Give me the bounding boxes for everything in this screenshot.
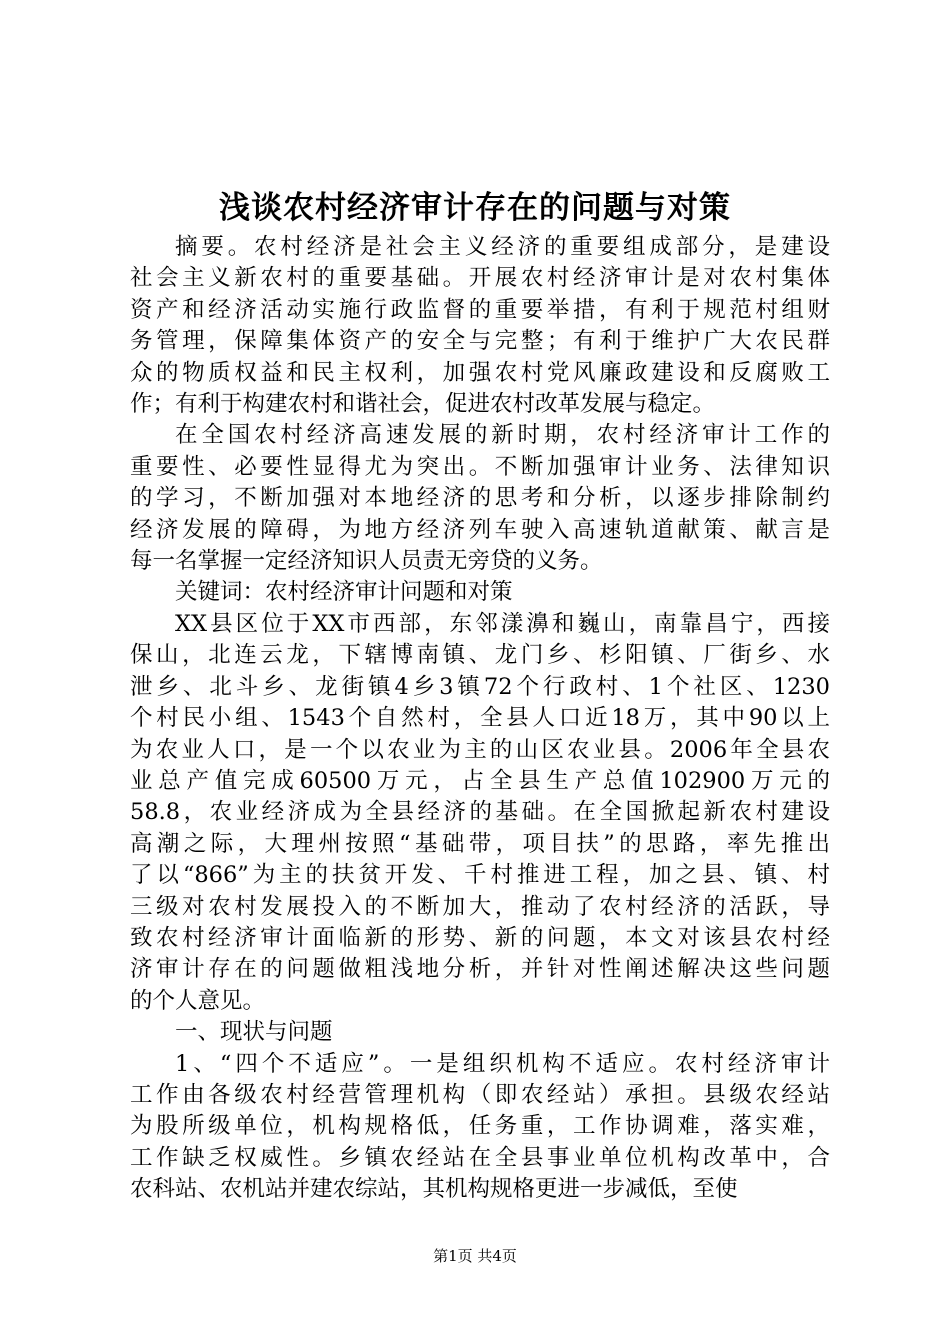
paragraph-line: 为农业人口，是一个以农业为主的山区农业县。2006年全县农: [130, 736, 830, 763]
paragraph-line: 了以“866”为主的扶贫开发、千村推进工程，加之县、镇、村: [130, 862, 830, 889]
paragraph-line: 摘要。农村经济是社会主义经济的重要组成部分，是建设: [175, 234, 830, 260]
paragraph-line: 作；有利于构建农村和谐社会，促进农村改革发展与稳定。: [130, 391, 716, 418]
body-paragraph: [130, 577, 830, 608]
page-footer: 第1页 共4页: [433, 1247, 517, 1265]
paragraph-line: 业总产值完成60500万元，占全县生产总值102900万元的: [130, 767, 830, 794]
document-body: [130, 232, 830, 1206]
paragraph-line: 农科站、农机站并建农综站，其机构规格更进一步减低，至使: [130, 1176, 738, 1203]
paragraph-line: 资产和经济活动实施行政监督的重要举措，有利于规范村组财: [130, 296, 830, 323]
paragraph-line: 重要性、必要性显得尤为突出。不断加强审计业务、法律知识: [130, 453, 830, 480]
body-paragraph: [130, 232, 830, 420]
paragraph-line: 经济发展的障碍，为地方经济列车驶入高速轨道献策、献言是: [130, 516, 830, 543]
paragraph-line: 关键词：农村经济审计问题和对策: [175, 579, 513, 606]
paragraph-line: 1、“四个不适应”。一是组织机构不适应。农村经济审计: [175, 1050, 830, 1077]
paragraph-line: 保山，北连云龙，下辖博南镇、龙门乡、杉阳镇、厂街乡、水: [130, 642, 830, 669]
paragraph-line: 致农村经济审计面临新的形势、新的问题，本文对该县农村经: [130, 924, 830, 951]
paragraph-line: 三级对农村发展投入的不断加大，推动了农村经济的活跃，导: [130, 893, 830, 920]
paragraph-line: 泄乡、北斗乡、龙街镇4乡3镇72个行政村、1个社区、1230: [130, 673, 830, 700]
paragraph-line: 个村民小组、1543个自然村，全县人口近18万，其中90以上: [130, 705, 830, 732]
paragraph-line: 在全国农村经济高速发展的新时期，农村经济审计工作的: [175, 422, 830, 449]
paragraph-line: 工作由各级农村经营管理机构（即农经站）承担。县级农经站: [130, 1081, 830, 1108]
paragraph-line: 济审计存在的问题做粗浅地分析，并针对性阐述解决这些问题: [130, 956, 830, 983]
paragraph-line: 社会主义新农村的重要基础。开展农村经济审计是对农村集体: [130, 265, 830, 292]
paragraph-line: XX县区位于XX市西部，东邻漾濞和巍山，南靠昌宁，西接: [175, 610, 830, 637]
paragraph-line: 一、现状与问题: [175, 1019, 333, 1046]
body-paragraph: [130, 609, 830, 1017]
paragraph-line: 每一名掌握一定经济知识人员责无旁贷的义务。: [130, 548, 603, 575]
body-paragraph: [130, 1049, 830, 1206]
document-title: 浅谈农村经济审计存在的问题与对策: [219, 190, 731, 226]
paragraph-line: 高潮之际，大理州按照“基础带，项目扶”的思路，率先推出: [130, 830, 830, 857]
paragraph-line: 58.8，农业经济成为全县经济的基础。在全国掀起新农村建设: [130, 799, 830, 826]
paragraph-line: 的个人意见。: [130, 987, 266, 1014]
paragraph-line: 务管理，保障集体资产的安全与完整；有利于维护广大农民群: [130, 328, 830, 355]
body-paragraph: [130, 1017, 830, 1048]
paragraph-line: 的学习，不断加强对本地经济的思考和分析，以逐步排除制约: [130, 485, 830, 512]
paragraph-line: 众的物质权益和民主权利，加强农村党风廉政建设和反腐败工: [130, 359, 830, 386]
body-paragraph: [130, 420, 830, 577]
paragraph-line: 为股所级单位，机构规格低，任务重，工作协调难，落实难，: [130, 1113, 830, 1140]
paragraph-line: 工作缺乏权威性。乡镇农经站在全县事业单位机构改革中，合: [130, 1144, 830, 1171]
